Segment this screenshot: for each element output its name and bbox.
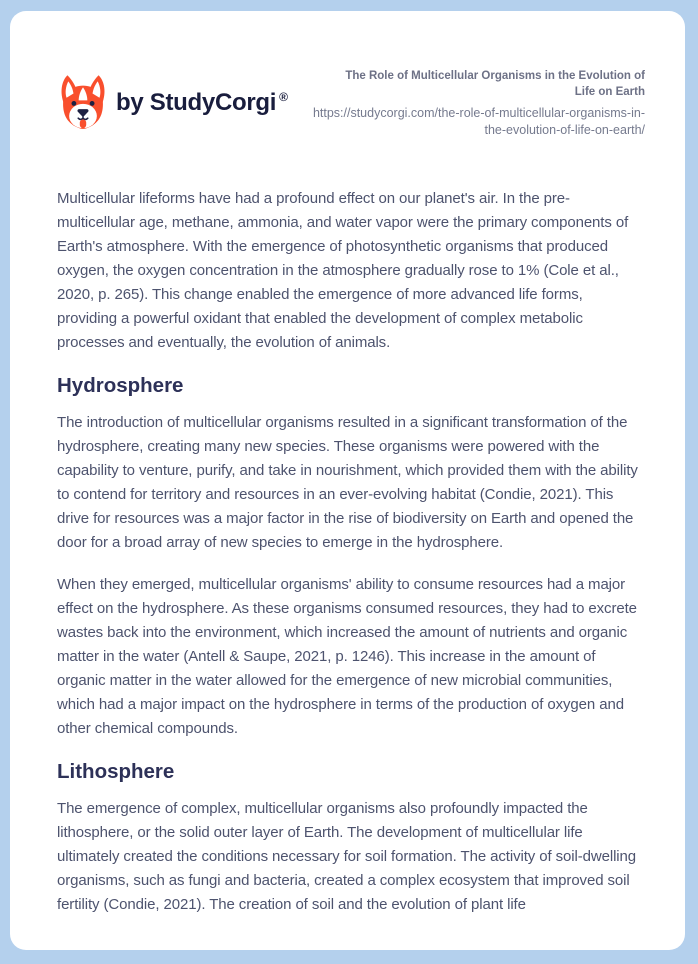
brand: [57, 73, 288, 133]
section-heading-lithosphere: Lithosphere: [57, 760, 175, 783]
document-url[interactable]: [288, 105, 645, 139]
intro-paragraph: Multicellular lifeforms have had a profound effect on our planet's air. In the pre-multicellular age, methane, ammonia, and water vapor were the primary components of Earth's atmosphere. With the emergence of photosynthetic organisms that produced oxygen, the oxygen concentration in the atmosphere gradually rose to 1% (Cole et al., 2020, p. 265). This change enabled the emergence of more advanced life forms, providing a powerful oxidant that enabled the development of complex metabolic processes and eventually, the evolution of animals.: [57, 190, 629, 351]
document-title: [288, 69, 645, 100]
document-card: [10, 11, 685, 950]
document-url-line[interactable]: https://studycorgi.com/the-role-of-multicellular-organisms-in-: [312, 106, 645, 120]
brand-name: by StudyCorgi: [116, 89, 277, 116]
article-body: [57, 187, 645, 917]
document-title-line: Life on Earth: [574, 85, 645, 98]
document-url-line[interactable]: the-evolution-of-life-on-earth/: [484, 123, 645, 137]
lithosphere-paragraph-1: The emergence of complex, multicellular organisms also profoundly impacted the lithosphere, or the solid outer layer of Earth. The development of multicellular life ultimately created the conditions necessary for soil formation. The activity of soil-dwelling organisms, such as fungi and bacteria, created a complex ecosystem that improved soil fertility (Condie, 2021). The creation of soil and the evolution of plant life: [57, 800, 637, 913]
document-title-line: The Role of Multicellular Organisms in the Evolution of: [345, 70, 645, 82]
corgi-logo-icon: [57, 73, 109, 133]
registered-trademark-icon: ®: [279, 90, 288, 104]
section-heading-hydrosphere: Hydrosphere: [57, 374, 184, 397]
document-header: [10, 11, 685, 139]
hydrosphere-paragraph-2: When they emerged, multicellular organisms' ability to consume resources had a major effect on the hydrosphere. As these organisms consumed resources, they had to excrete wastes back into the environment, which increased the amount of nutrients and organic matter in the water (Antell & Saupe, 2021, p. 1246). This increase in the amount of organic matter in the water allowed for the emergence of new microbial communities, which had a major impact on the hydrosphere in terms of the production of oxygen and other chemical compounds.: [57, 576, 637, 737]
hydrosphere-paragraph-1: The introduction of multicellular organisms resulted in a significant transformation of the hydrosphere, creating many new species. These organisms were powered with the capability to venture, purify, and take in nourishment, which provided them with the ability to contend for territory and resources in an ever-evolving habitat (Condie, 2021). This drive for resources was a major factor in the rise of biodiversity on Earth and opened the door for a broad array of new species to emerge in the hydrosphere.: [57, 414, 638, 551]
document-meta: [288, 69, 645, 139]
